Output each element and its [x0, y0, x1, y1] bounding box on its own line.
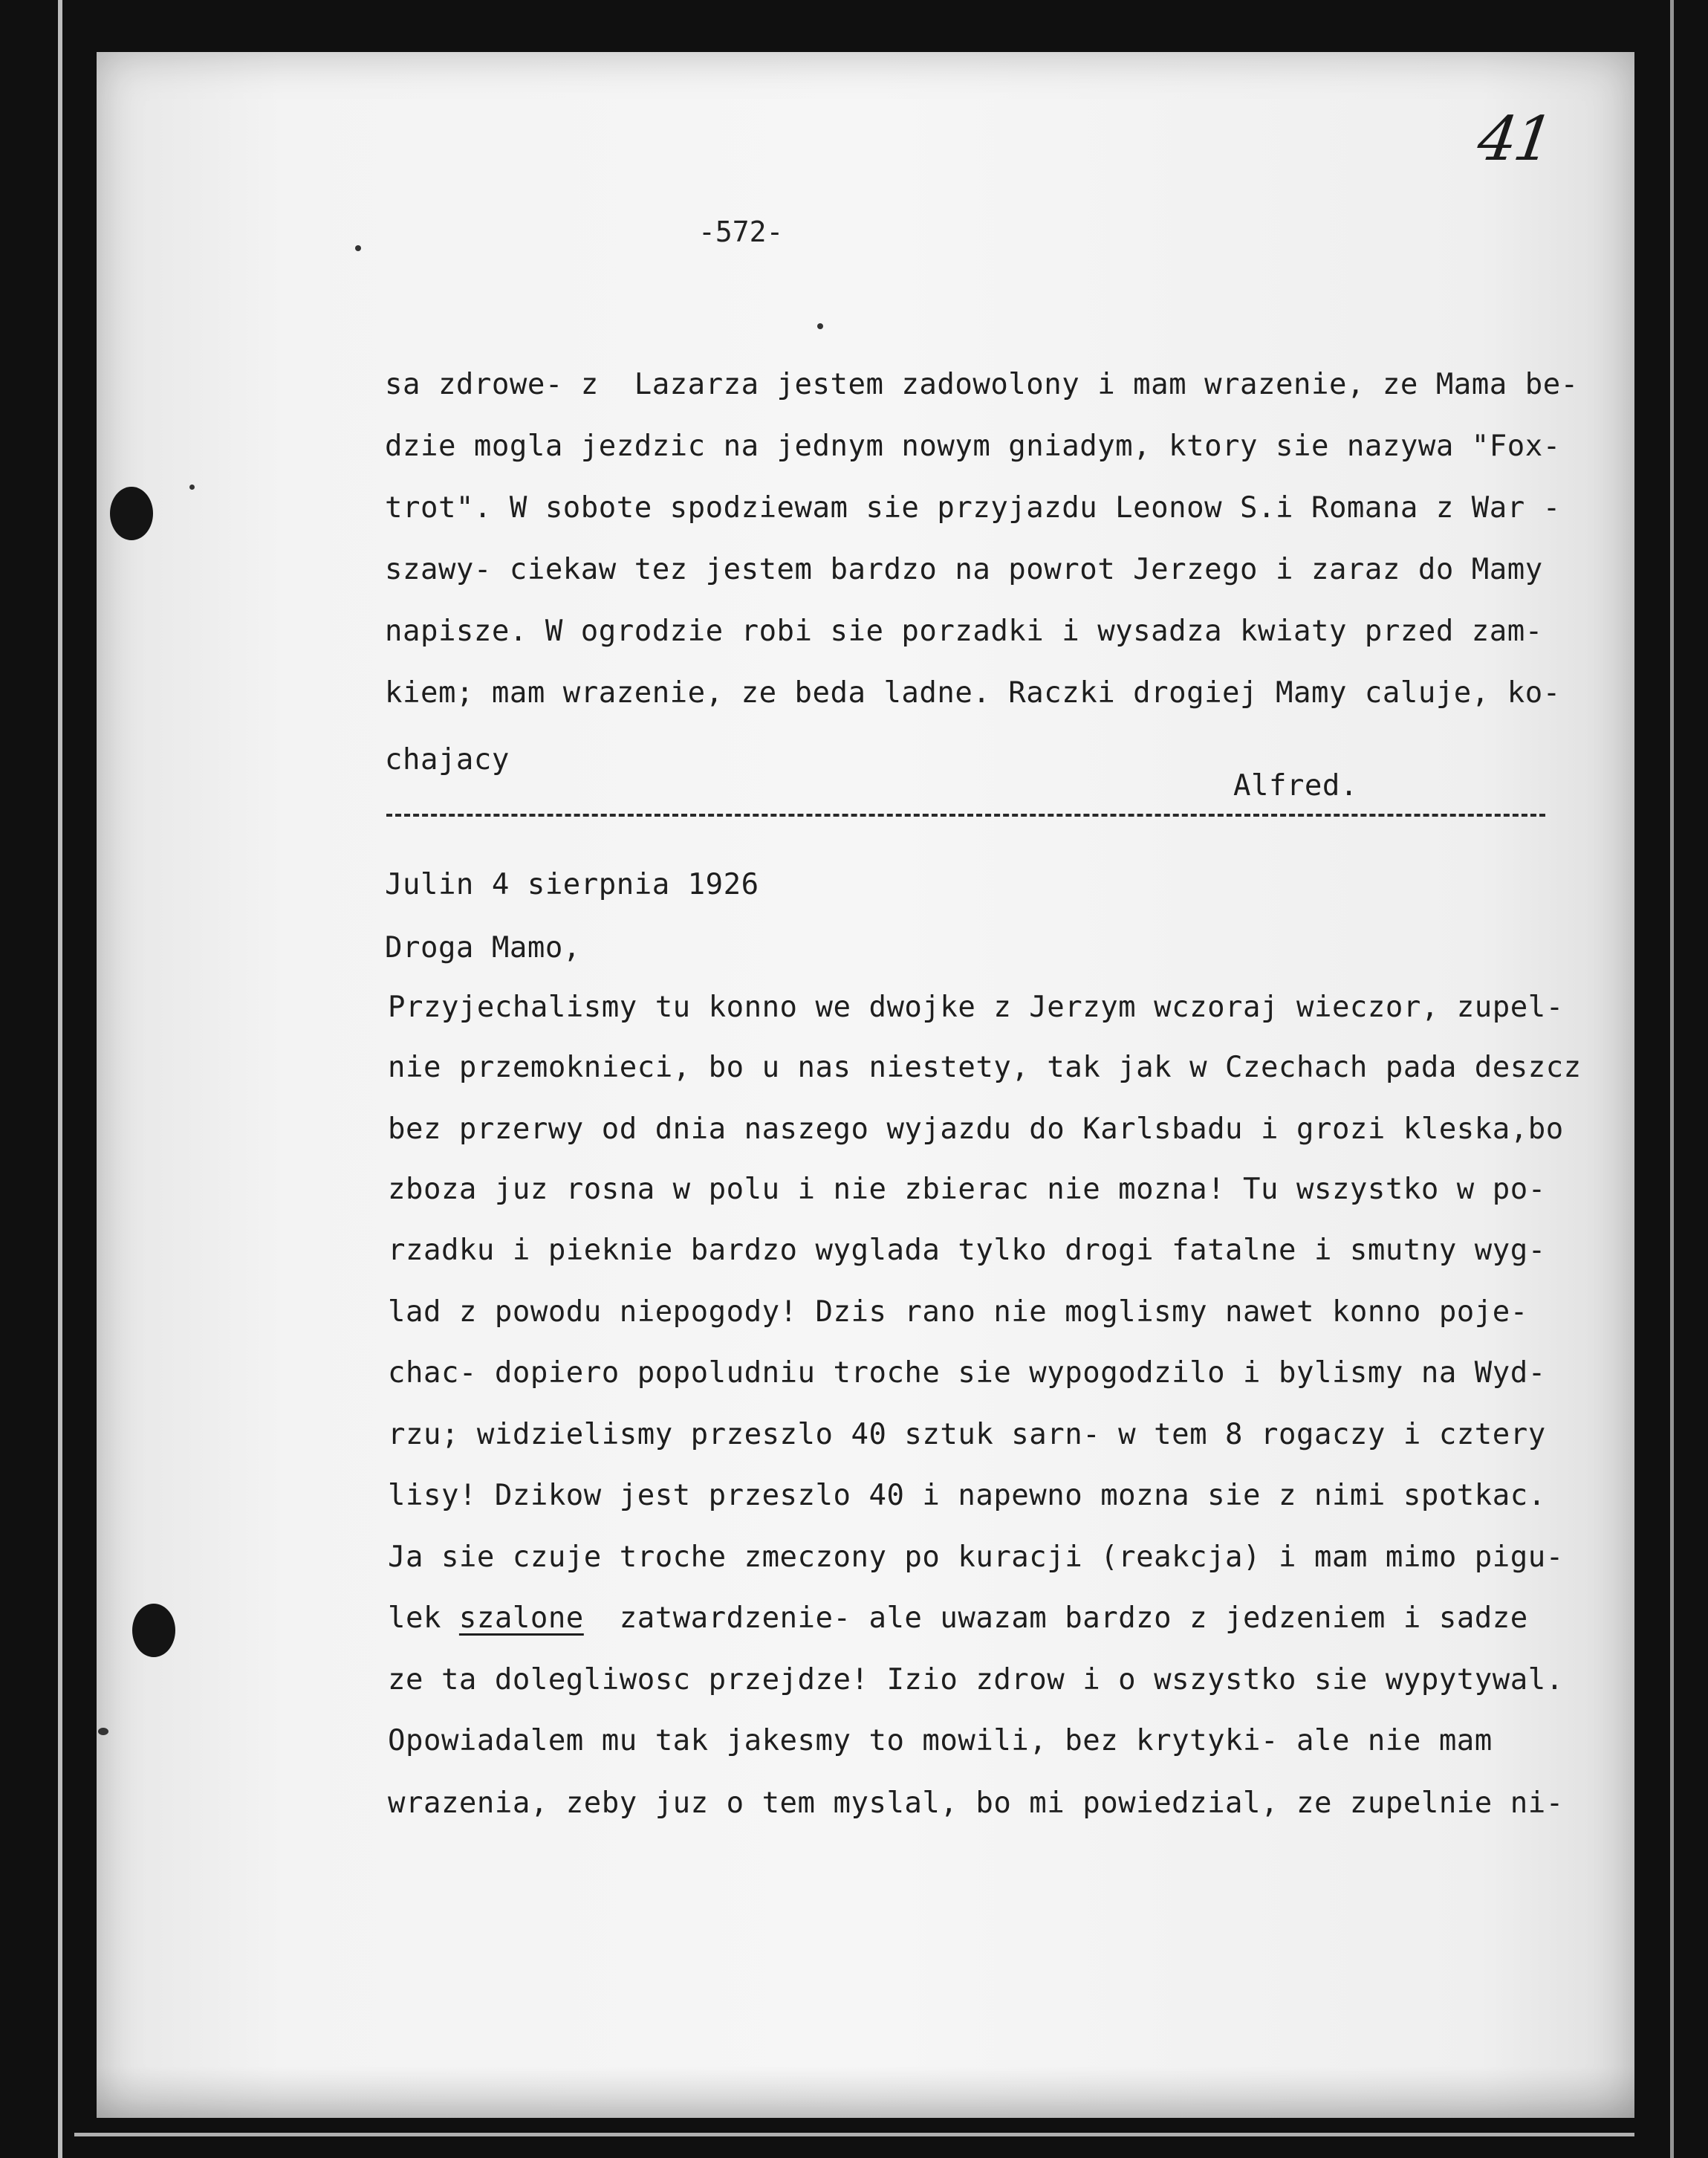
letter1-line: napisze. W ogrodzie robi sie porzadki i wysadza kwiaty przed zam- [385, 615, 1543, 648]
page-number: -572- [698, 216, 784, 248]
line-text-after: zatwardzenie- ale uwazam bardzo z jedzeniem i sadze [583, 1601, 1528, 1635]
letter2-salutation: Droga Mamo, [385, 931, 581, 965]
punch-hole-top [110, 487, 153, 540]
punch-hole-bottom [132, 1604, 175, 1657]
letter2-line: wrazenia, zeby juz o tem myslal, bo mi powiedzial, ze zupelnie ni- [388, 1786, 1564, 1820]
letter2-line: lisy! Dzikow jest przeszlo 40 i napewno mozna sie z nimi spotkac. [388, 1479, 1546, 1512]
letter1-line: sa zdrowe- z Lazarza jestem zadowolony i mam wrazenie, ze Mama be- [385, 368, 1579, 401]
letter2-line-underlined [388, 1601, 1528, 1635]
letter1-line: szawy- ciekaw tez jestem bardzo na powrot Jerzego i zaraz do Mamy [385, 553, 1543, 586]
letter2-line: rzu; widzielismy przeszlo 40 sztuk sarn- w tem 8 rogaczy i cztery [388, 1418, 1546, 1451]
letter2-line: rzadku i pieknie bardzo wyglada tylko drogi fatalne i smutny wyg- [388, 1234, 1546, 1267]
letter1-signature: Alfred. [1233, 769, 1358, 803]
letter2-line: Opowiadalem mu tak jakesmy to mowili, bez krytyki- ale nie mam [388, 1724, 1493, 1757]
paper-shadow [97, 2066, 1634, 2118]
letter1-line: chajacy [385, 743, 510, 777]
handwritten-folio-number: 41 [1473, 104, 1556, 175]
letter1-line: dzie mogla jezdzic na jednym nowym gniadym, ktory sie nazywa "Fox- [385, 430, 1561, 463]
ink-speck [355, 245, 361, 251]
film-frame-right-edge [1670, 0, 1674, 2158]
letter1-line: trot". W sobote spodziewam sie przyjazdu Leonow S.i Romana z War - [385, 491, 1561, 525]
film-frame-left-edge [58, 0, 62, 2158]
ink-speck [817, 323, 823, 329]
letter2-line: ze ta dolegliwosc przejdze! Izio zdrow i o wszystko sie wypytywal. [388, 1663, 1564, 1697]
letter2-line: bez przerwy od dnia naszego wyjazdu do Karlsbadu i grozi kleska,bo [388, 1112, 1564, 1146]
dashed-separator [386, 814, 1545, 817]
letter2-line: Ja sie czuje troche zmeczony po kuracji (reakcja) i mam mimo pigu- [388, 1540, 1564, 1574]
ink-speck [98, 1728, 108, 1735]
letter2-dateline: Julin 4 sierpnia 1926 [385, 868, 759, 901]
letter1-line: kiem; mam wrazenie, ze beda ladne. Raczki drogiej Mamy caluje, ko- [385, 676, 1561, 710]
letter2-line: Przyjechalismy tu konno we dwojke z Jerzym wczoraj wieczor, zupel- [388, 991, 1564, 1024]
letter2-line: zboza juz rosna w polu i nie zbierac nie mozna! Tu wszystko w po- [388, 1173, 1546, 1206]
underlined-word: szalone [458, 1601, 584, 1635]
letter2-line: lad z powodu niepogody! Dzis rano nie moglismy nawet konno poje- [388, 1295, 1528, 1329]
letter2-line: nie przemoknieci, bo u nas niestety, tak jak w Czechach pada deszcz [388, 1051, 1582, 1084]
letter2-line: chac- dopiero popoludniu troche sie wypogodzilo i bylismy na Wyd- [388, 1356, 1546, 1390]
ink-speck [189, 485, 195, 490]
line-text-before: lek [388, 1601, 459, 1635]
film-frame-bottom-edge [74, 2133, 1634, 2136]
